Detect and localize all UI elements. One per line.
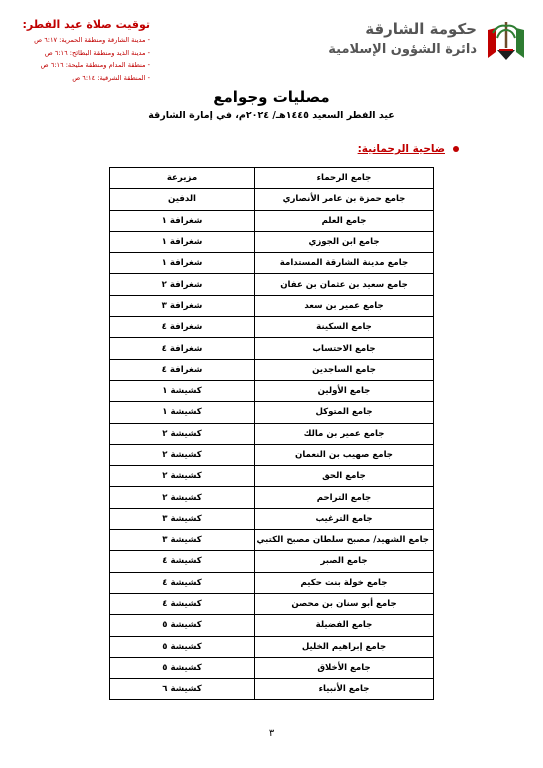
mosque-name-cell: جامع الصبر (255, 551, 434, 572)
table-row (110, 487, 434, 508)
page-title: مصليات وجوامع (213, 88, 330, 106)
mosque-name-cell: جامع خولة بنت حكيم (255, 572, 434, 593)
sharjah-emblem-icon (483, 18, 529, 64)
prayer-times-box (10, 18, 150, 84)
area-cell: شغرافة ٤ (110, 359, 255, 380)
mosque-name-cell: جامع الأولين (255, 380, 434, 401)
table-row (110, 530, 434, 551)
area-cell: كشيشة ٢ (110, 444, 255, 465)
table-row (110, 231, 434, 252)
mosque-name-cell: جامع أبو سنان بن محصن (255, 593, 434, 614)
area-cell: شغرافة ٤ (110, 317, 255, 338)
mosque-name-cell: جامع الساجدين (255, 359, 434, 380)
table-row (110, 338, 434, 359)
header-logo-block (309, 18, 529, 64)
area-cell: كشيشة ٣ (110, 508, 255, 529)
prayer-time-item: - مدينة الشارقة ومنطقة الحمرية: ٦:١٧ ص (34, 36, 150, 44)
mosque-name-cell: جامع السكينة (255, 317, 434, 338)
bullet-icon (453, 146, 459, 152)
table-row (110, 466, 434, 487)
table-row (110, 380, 434, 401)
table-row (110, 210, 434, 231)
mosque-name-cell: جامع الفضيلة (255, 615, 434, 636)
table-row (110, 444, 434, 465)
table-row (110, 615, 434, 636)
mosque-name-cell: جامع العلم (255, 210, 434, 231)
table-row (110, 274, 434, 295)
mosque-name-cell: جامع صهيب بن النعمان (255, 444, 434, 465)
section-title: ضاحية الرحمانية: (357, 143, 445, 155)
table-row (110, 508, 434, 529)
table-row (110, 168, 434, 189)
table-row (110, 189, 434, 210)
area-cell: كشيشة ٣ (110, 530, 255, 551)
area-cell: كشيشة ٤ (110, 572, 255, 593)
mosque-name-cell: جامع سعيد بن عثمان بن عفان (255, 274, 434, 295)
area-cell: شغرافة ٤ (110, 338, 255, 359)
table-row (110, 593, 434, 614)
mosque-name-cell: جامع ابن الجوزي (255, 231, 434, 252)
mosque-name-cell: جامع الشهيد/ مصبح سلطان مصبح الكتبي (255, 530, 434, 551)
table-row (110, 253, 434, 274)
area-cell: كشيشة ٢ (110, 466, 255, 487)
mosque-name-cell: جامع الرحماء (255, 168, 434, 189)
table-row (110, 359, 434, 380)
area-cell: شغرافة ٢ (110, 274, 255, 295)
mosque-name-cell: جامع الحق (255, 466, 434, 487)
org-department: دائرة الشؤون الإسلامية (328, 42, 477, 57)
table-row (110, 636, 434, 657)
area-cell: كشيشة ٢ (110, 423, 255, 444)
mosques-table (109, 167, 434, 700)
table-row (110, 295, 434, 316)
area-cell: شغرافة ١ (110, 253, 255, 274)
prayer-times-title: توقيت صلاة عيد الفطر: (22, 18, 150, 31)
area-cell: كشيشة ١ (110, 402, 255, 423)
mosque-name-cell: جامع عمير بن مالك (255, 423, 434, 444)
table-row (110, 402, 434, 423)
area-cell: الدفين (110, 189, 255, 210)
mosque-name-cell: جامع مدينة الشارقة المستدامة (255, 253, 434, 274)
area-cell: شغرافة ١ (110, 210, 255, 231)
table-row (110, 317, 434, 338)
area-cell: شغرافة ٣ (110, 295, 255, 316)
area-cell: كشيشة ١ (110, 380, 255, 401)
area-cell: كشيشة ٥ (110, 657, 255, 678)
prayer-time-item: - مدينة الذيد ومنطقة البطائح: ٦:١٦ ص (44, 48, 150, 57)
page-number: ٣ (268, 728, 275, 739)
area-cell: كشيشة ٤ (110, 551, 255, 572)
area-cell: كشيشة ٥ (110, 615, 255, 636)
table-row (110, 657, 434, 678)
area-cell: كشيشة ٦ (110, 679, 255, 700)
prayer-time-item: - المنطقة الشرقية: ٦:١٤ ص (72, 73, 150, 82)
org-name: حكومة الشارقة (365, 20, 477, 38)
prayer-time-item: - منطقة المدام ومنطقة مليحة: ٦:١٦ ص (40, 61, 150, 69)
table-row (110, 572, 434, 593)
mosque-name-cell: جامع عمير بن سعد (255, 295, 434, 316)
mosque-name-cell: جامع التراحم (255, 487, 434, 508)
area-cell: كشيشة ٤ (110, 593, 255, 614)
mosque-name-cell: جامع الترغيب (255, 508, 434, 529)
mosque-name-cell: جامع الأنبياء (255, 679, 434, 700)
area-cell: كشيشة ٢ (110, 487, 255, 508)
table-row (110, 423, 434, 444)
mosque-name-cell: جامع حمزة بن عامر الأنصاري (255, 189, 434, 210)
table-row (110, 679, 434, 700)
mosque-name-cell: جامع إبراهيم الخليل (255, 636, 434, 657)
page-subtitle: عيد الفطر السعيد ١٤٤٥هـ/ ٢٠٢٤م، في إمارة الشارقة (148, 110, 395, 121)
area-cell: شغرافة ١ (110, 231, 255, 252)
mosque-name-cell: جامع الأخلاق (255, 657, 434, 678)
mosque-name-cell: جامع المتوكل (255, 402, 434, 423)
section-heading (358, 143, 459, 155)
table-row (110, 551, 434, 572)
area-cell: كشيشة ٥ (110, 636, 255, 657)
mosque-name-cell: جامع الاحتساب (255, 338, 434, 359)
area-cell: مزيرعة (110, 168, 255, 189)
